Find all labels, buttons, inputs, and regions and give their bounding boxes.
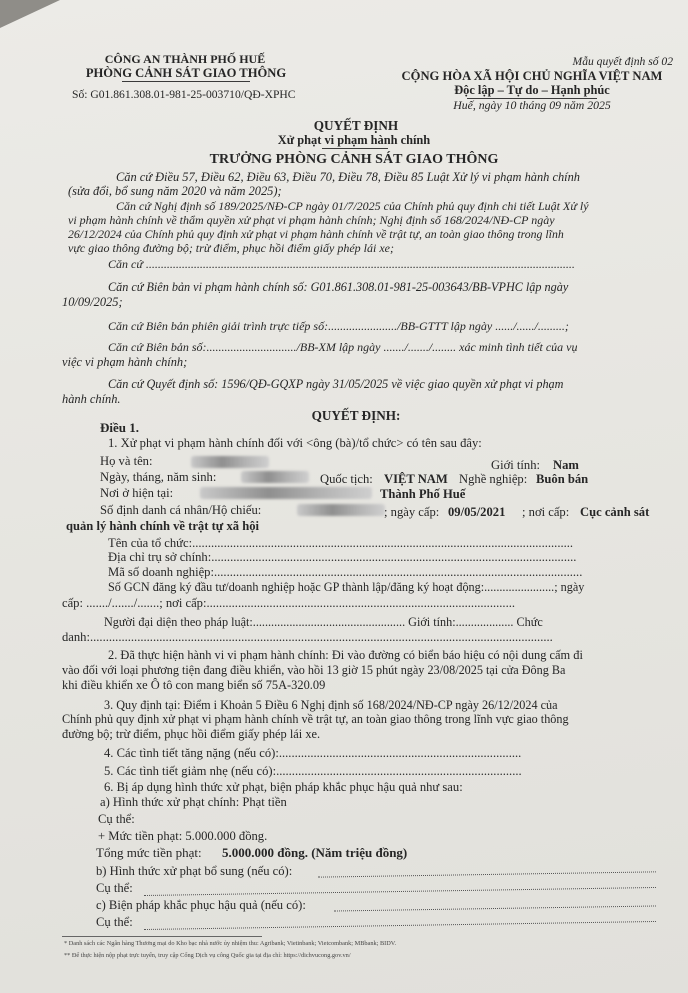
footnote-banks: * Danh sách các Ngân hàng Thương mại do Kho bạc nhà nước ủy nhiệm thu: Agribank; Vietinbank; Vietcombank; MBbank; BIDV. xyxy=(64,940,397,947)
item6-b-dots xyxy=(318,871,656,877)
item6-b-detail-label: Cụ thể: xyxy=(96,881,133,895)
item6-a-detail-label: Cụ thể: xyxy=(98,812,135,826)
document-subtitle: Xử phạt vi phạm hành chính xyxy=(277,133,431,147)
item6-c-remedy: c) Biện pháp khắc phục hậu quả (nếu có): xyxy=(96,898,306,912)
item3-line-2: Chính phủ quy định xử phạt vi phạm hành chính về trật tự, an toàn giao thông trong lĩnh vực giao thông xyxy=(62,712,569,726)
footnote-separator xyxy=(62,936,262,937)
basis-line-7: Căn cứ ............................................................................................................................................... xyxy=(108,257,575,271)
basis-line-14: hành chính. xyxy=(62,392,121,406)
redacted-id-number xyxy=(297,504,385,516)
nation-name: CỘNG HÒA XÃ HỘI CHỦ NGHĨA VIỆT NAM xyxy=(401,69,663,83)
item6-intro: 6. Bị áp dụng hình thức xử phạt, biện pháp khắc phục hậu quả như sau: xyxy=(104,780,463,794)
document-title: QUYẾT ĐỊNH xyxy=(313,118,399,133)
id-date-label: ; ngày cấp: xyxy=(384,505,440,519)
id-label: Số định danh cá nhân/Hộ chiếu: xyxy=(100,503,262,517)
decision-heading: QUYẾT ĐỊNH: xyxy=(311,408,401,423)
basis-line-12: việc vi phạm hành chính; xyxy=(62,355,188,369)
representative-line-1: Người đại diện theo pháp luật:.................................................. Giới tính:................... Chức xyxy=(104,615,543,629)
basis-line-9: 10/09/2025; xyxy=(62,295,123,309)
representative-line-2: danh:................................................................................................................................................... xyxy=(62,630,553,644)
fine-amount: + Mức tiền phạt: 5.000.000 đồng. xyxy=(98,829,268,843)
id-issuer-label: ; nơi cấp: xyxy=(522,505,570,519)
basis-line-4: vi phạm hành chính về thẩm quyền xử phạt vi phạm hành chính; Nghị định số 168/2024/NĐ-CP ngày xyxy=(68,213,555,227)
total-fine-label: Tổng mức tiền phạt: xyxy=(96,845,202,860)
form-number: Mẫu quyết định số 02 xyxy=(572,55,673,68)
item3-line-3: đường bộ; trừ điểm, phục hồi điểm giấy phép lái xe. xyxy=(62,727,321,741)
item5-mitigating: 5. Các tình tiết giảm nhẹ (nếu có):.............................................................................. xyxy=(104,764,522,778)
occupation-value: Buôn bán xyxy=(536,472,589,486)
place-date: Huế, ngày 10 tháng 09 năm 2025 xyxy=(453,98,611,112)
name-label: Họ và tên: xyxy=(100,454,153,468)
item6-b-detail-dots xyxy=(144,887,656,896)
national-motto: Độc lập – Tự do – Hạnh phúc xyxy=(454,83,610,97)
article-1-heading: Điều 1. xyxy=(100,420,139,435)
item6-c-detail-label: Cụ thể: xyxy=(96,915,133,929)
gcn-line-2: cấp: ......./......./.......; nơi cấp:.................................................................................................. xyxy=(62,596,516,610)
basis-line-1: Căn cứ Điều 57, Điều 62, Điều 63, Điều 70, Điều 78, Điều 85 Luật Xử lý vi phạm hành chính xyxy=(116,170,580,184)
basis-line-8: Căn cứ Biên bản vi phạm hành chính số: G01.861.308.01-981-25-003643/BB-VPHC lập ngày xyxy=(108,280,569,294)
gcn-line-1: Số GCN đăng ký đầu tư/doanh nghiệp hoặc GP thành lập/đăng ký hoạt động:.......................; ngày xyxy=(108,580,585,594)
decision-number: Số: G01.861.308.01-981-25-003710/QĐ-XPHC xyxy=(72,88,296,101)
total-fine-value: 5.000.000 đồng. (Năm triệu đồng) xyxy=(222,845,408,860)
item3-line-1: 3. Quy định tại: Điểm i Khoản 5 Điều 6 Nghị định số 168/2024/NĐ-CP ngày 26/12/2024 của xyxy=(104,698,558,712)
department-name: PHÒNG CẢNH SÁT GIAO THÔNG xyxy=(85,66,287,80)
item2-line-1: 2. Đã thực hiện hành vi vi phạm hành chính: Đi vào đường có biển báo hiệu có nội dung cấm đi xyxy=(108,648,583,662)
title-underline xyxy=(322,148,388,149)
basis-line-10: Căn cứ Biên bản phiên giải trình trực tiếp số:......................./BB-GTTT lập ngày ....../....../.........; xyxy=(108,319,569,333)
item6-c-detail-dots xyxy=(144,921,656,930)
nationality-label: Quốc tịch: xyxy=(320,472,373,486)
id-issuer-line2: quản lý hành chính về trật tự xã hội xyxy=(66,519,260,533)
redacted-name xyxy=(191,456,269,468)
item2-line-2: vào đối với loại phương tiện đang điều khiển, vào hồi 13 giờ 15 phút ngày 23/08/2025 tại cửa Đông Ba xyxy=(62,663,566,677)
org-name-line: Tên của tổ chức:......................................................................................................................... xyxy=(108,536,574,550)
dob-label: Ngày, tháng, năm sinh: xyxy=(100,470,217,484)
org-address-line: Địa chỉ trụ sở chính:.................................................................................................................... xyxy=(108,550,577,564)
gender-label: Giới tính: xyxy=(491,458,540,472)
basis-line-5: 26/12/2024 của Chính phủ quy định xử phạt vi phạm hành chính về trật tự, an toàn giao thông trong lĩnh xyxy=(68,227,564,241)
header-left-underline xyxy=(122,81,250,82)
org-code-line: Mã số doanh nghiệp:..................................................................................................................... xyxy=(108,565,583,579)
item1-intro: 1. Xử phạt vi phạm hành chính đối với <ông (bà)/tổ chức> có tên sau đây: xyxy=(108,436,482,450)
issuing-authority: TRƯỞNG PHÒNG CẢNH SÁT GIAO THÔNG xyxy=(209,152,499,167)
redacted-residence xyxy=(200,487,372,499)
basis-line-13: Căn cứ Quyết định số: 1596/QĐ-GQXP ngày 31/05/2025 về việc giao quyền xử phạt vi phạm xyxy=(108,377,564,391)
item2-line-3: khi điều khiển xe Ô tô con mang biển số 75A-320.09 xyxy=(62,678,326,692)
item6-a-main-penalty: a) Hình thức xử phạt chính: Phạt tiền xyxy=(100,795,287,809)
agency-name: CÔNG AN THÀNH PHỐ HUẾ xyxy=(104,52,266,66)
redacted-dob xyxy=(241,471,309,483)
gender-value: Nam xyxy=(553,458,579,472)
id-date-value: 09/05/2021 xyxy=(448,505,506,519)
residence-label: Nơi ở hiện tại: xyxy=(100,486,174,500)
item6-b-additional: b) Hình thức xử phạt bổ sung (nếu có): xyxy=(96,864,293,878)
item6-c-dots xyxy=(334,905,656,911)
basis-line-11: Căn cứ Biên bản số:............................../BB-XM lập ngày ......./......./........ xác minh tình tiết của vụ xyxy=(108,340,578,354)
footnote-online-payment: ** Để thực hiện nộp phạt trực tuyến, truy cập Cổng Dịch vụ công Quốc gia tại địa chỉ: https://dichvucong.gov.vn/ xyxy=(64,952,351,959)
basis-line-3: Căn cứ Nghị định số 189/2025/NĐ-CP ngày 01/7/2025 của Chính phủ quy định chi tiết Luật Xử lý xyxy=(116,199,589,213)
basis-line-2: (sửa đổi, bổ sung năm 2020 và năm 2025); xyxy=(68,184,282,198)
basis-line-6: vực giao thông đường bộ; trừ điểm, phục hồi điểm giấy phép lái xe; xyxy=(68,241,394,255)
nationality-value: VIỆT NAM xyxy=(384,472,448,486)
item4-aggravating: 4. Các tình tiết tăng nặng (nếu có):............................................................................. xyxy=(104,746,522,760)
id-issuer-line1: Cục cảnh sát xyxy=(580,505,650,519)
residence-city: Thành Phố Huế xyxy=(380,487,466,501)
occupation-label: Nghề nghiệp: xyxy=(459,472,528,486)
